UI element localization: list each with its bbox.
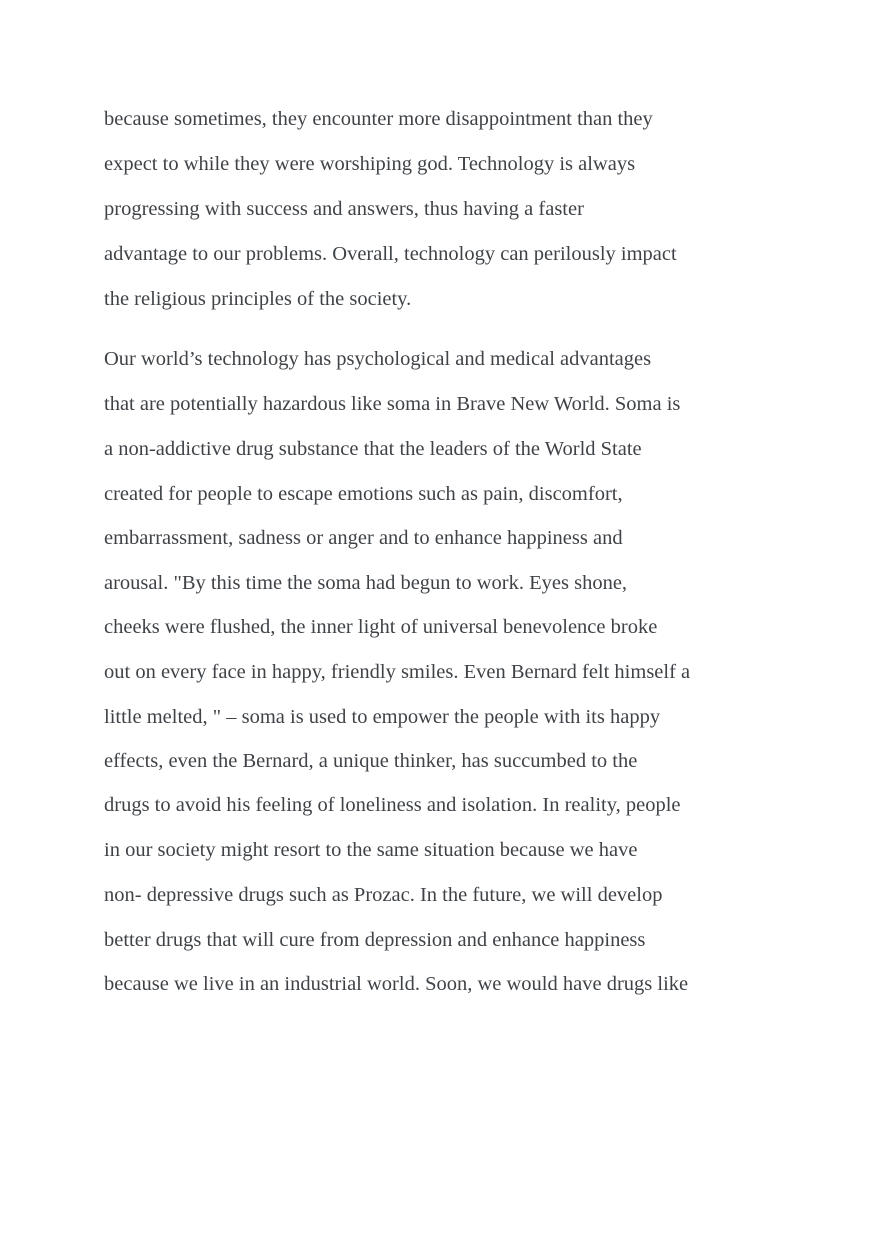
text-line: that are potentially hazardous like soma in Brave New World. Soma is [104,393,681,415]
text-line: expect to while they were worshiping god. Technology is always [104,153,636,175]
text-line: the religious principles of the society. [104,288,412,310]
text-line: a non-addictive drug substance that the leaders of the World State [104,438,642,460]
text-line: better drugs that will cure from depression and enhance happiness [104,929,646,951]
text-line: Our world’s technology has psychological and medical advantages [104,348,652,370]
text-line: embarrassment, sadness or anger and to enhance happiness and [104,527,623,549]
text-line: created for people to escape emotions such as pain, discomfort, [104,483,623,505]
text-line: progressing with success and answers, thus having a faster [104,198,584,220]
text-line: drugs to avoid his feeling of loneliness and isolation. In reality, people [104,794,681,816]
text-line: because sometimes, they encounter more disappointment than they [104,108,653,130]
text-line: advantage to our problems. Overall, technology can perilously impact [104,243,677,265]
text-line: arousal. "By this time the soma had begun to work. Eyes shone, [104,572,628,594]
text-line: non- depressive drugs such as Prozac. In the future, we will develop [104,884,663,906]
text-line: effects, even the Bernard, a unique thinker, has succumbed to the [104,750,638,772]
text-line: little melted, " – soma is used to empower the people with its happy [104,706,661,728]
text-line: because we live in an industrial world. Soon, we would have drugs like [104,973,689,995]
text-line: in our society might resort to the same situation because we have [104,839,638,861]
text-line: out on every face in happy, friendly smiles. Even Bernard felt himself a [104,661,691,683]
text-line: cheeks were flushed, the inner light of universal benevolence broke [104,616,658,638]
